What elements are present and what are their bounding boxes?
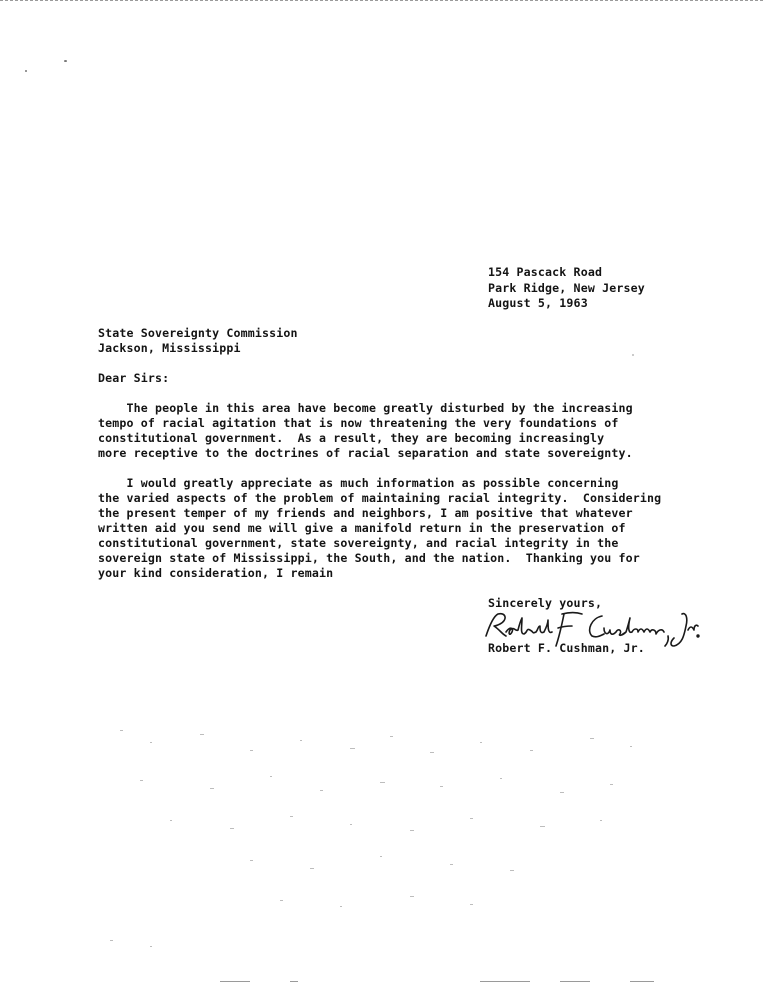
- speck: [64, 60, 67, 62]
- closing: Sincerely yours,: [488, 596, 603, 610]
- paragraph-2-line: I would greatly appreciate as much information as possible concerning: [98, 476, 619, 490]
- paragraph-2-line: the present temper of my friends and neighbors, I am positive that whatever: [98, 506, 633, 520]
- bottom-edge-marks: [0, 978, 763, 988]
- paragraph-2-line: written aid you send me will give a manifold return in the preservation of: [98, 521, 626, 535]
- paragraph-2-line: the varied aspects of the problem of maintaining racial integrity. Considering: [98, 491, 662, 505]
- paragraph-2-line: sovereign state of Mississippi, the South, and the nation. Thanking you for: [98, 551, 640, 565]
- salutation: Dear Sirs:: [98, 371, 170, 385]
- recipient-name: State Sovereignty Commission: [98, 326, 298, 340]
- page-top-edge: [0, 0, 763, 3]
- paragraph-1-line: tempo of racial agitation that is now threatening the very foundations of: [98, 416, 619, 430]
- sender-street: 154 Pascack Road: [488, 265, 603, 279]
- bleed-through-noise: [90, 690, 690, 970]
- speck: [632, 354, 634, 356]
- letter-date: August 5, 1963: [488, 296, 588, 310]
- paragraph-1-line: more receptive to the doctrines of racial separation and state sovereignty.: [98, 446, 633, 460]
- recipient-location: Jackson, Mississippi: [98, 341, 241, 355]
- signer-name: Robert F. Cushman, Jr.: [488, 641, 645, 655]
- paragraph-2-line: constitutional government, state sovereignty, and racial integrity in the: [98, 536, 619, 550]
- speck: [25, 70, 27, 72]
- paragraph-2-line: your kind consideration, I remain: [98, 566, 334, 580]
- paragraph-1-line: The people in this area have become greatly disturbed by the increasing: [98, 401, 633, 415]
- paragraph-1-line: constitutional government. As a result, they are becoming increasingly: [98, 431, 605, 445]
- sender-city: Park Ridge, New Jersey: [488, 281, 645, 295]
